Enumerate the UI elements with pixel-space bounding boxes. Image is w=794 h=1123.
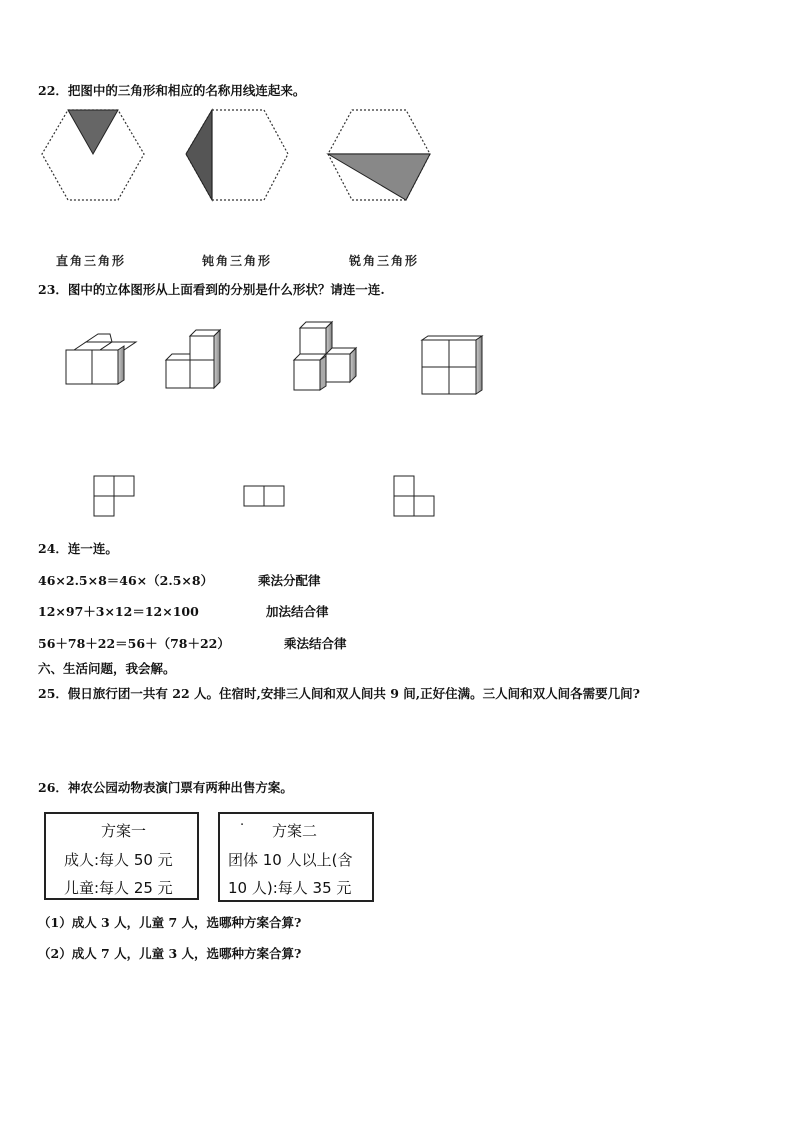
label-right-triangle: 直角三角形	[56, 254, 127, 268]
solid-figure-4	[422, 336, 482, 394]
question-26-sub-2: （2）成人 7 人，儿童 3 人，选哪种方案合算?	[38, 946, 302, 961]
question-26-sub-1: （1）成人 3 人，儿童 7 人，选哪种方案合算?	[38, 915, 302, 930]
top-view-1	[94, 476, 134, 516]
plan-2-group-line2: 10 人):每人 35 元	[228, 879, 352, 897]
law-multiplication-distributive: 乘法分配律	[258, 573, 321, 588]
equation-3: 56＋78＋22＝56＋（78＋22）	[38, 636, 230, 651]
equation-1: 46×2.5×8＝46×（2.5×8）	[38, 573, 214, 588]
law-addition-associative: 加法结合律	[266, 604, 329, 619]
hexagon-triangles-figure	[38, 106, 438, 206]
plan-1-box	[44, 812, 199, 900]
hexagon-2	[186, 110, 288, 200]
solid-figures	[60, 320, 500, 400]
law-multiplication-associative: 乘法结合律	[284, 636, 347, 651]
hexagon-1	[42, 110, 144, 200]
plan-2-group-line1: 团体 10 人以上(含	[228, 851, 353, 869]
plan-2-dot: ·	[240, 818, 245, 833]
solid-figure-3	[294, 322, 356, 390]
question-22-text: 22．把图中的三角形和相应的名称用线连起来。	[38, 83, 306, 98]
plan-2-box	[218, 812, 374, 902]
label-obtuse-triangle: 钝角三角形	[202, 254, 273, 268]
plan-2-title: 方案二	[272, 822, 318, 840]
top-view-2	[244, 486, 284, 506]
question-25-text: 25．假日旅行团一共有 22 人。住宿时,安排三人间和双人间共 9 间,正好住满。三人间和双人间各需要几间?	[38, 686, 640, 701]
plan-1-adult-price: 成人:每人 50 元	[64, 851, 173, 869]
hexagon-3	[328, 110, 430, 200]
top-view-shapes	[90, 472, 450, 522]
section-6-heading: 六、生活问题，我会解。	[38, 661, 176, 676]
top-view-3	[394, 476, 434, 516]
equation-2: 12×97＋3×12＝12×100	[38, 604, 199, 619]
solid-figure-2	[166, 330, 220, 388]
question-24-text: 24．连一连。	[38, 541, 118, 556]
plan-1-child-price: 儿童:每人 25 元	[64, 879, 173, 897]
question-23-text: 23．图中的立体图形从上面看到的分别是什么形状？请连一连.	[38, 282, 385, 297]
label-acute-triangle: 锐角三角形	[349, 254, 420, 268]
plan-1-title: 方案一	[101, 822, 147, 840]
question-26-text: 26．神农公园动物表演门票有两种出售方案。	[38, 780, 293, 795]
solid-figure-1	[66, 334, 136, 384]
